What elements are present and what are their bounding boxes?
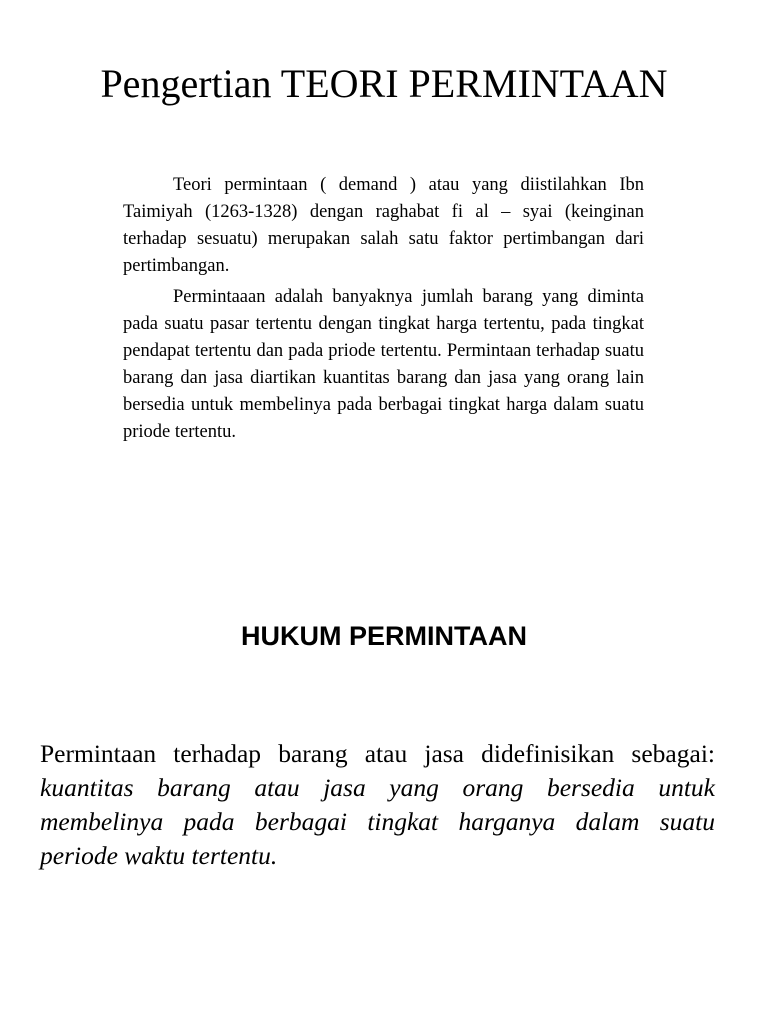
- section-heading-hukum-permintaan: HUKUM PERMINTAAN: [241, 621, 527, 651]
- definition-paragraph: [40, 737, 715, 873]
- definition-italic-text: kuantitas barang atau jasa yang orang bersedia untuk membelinya pada berbagai tingkat harganya dalam suatu periode waktu tertentu.: [40, 773, 715, 870]
- page-title: Pengertian TEORI PERMINTAAN: [100, 61, 668, 106]
- definition-lead-text: Permintaan terhadap barang atau jasa didefinisikan sebagai:: [40, 739, 715, 768]
- paragraph-permintaan-definition: Permintaaan adalah banyaknya jumlah barang yang diminta pada suatu pasar tertentu dengan tingkat harga tertentu, pada tingkat pendapat tertentu dan pada priode tertentu. Permintaan terhadap suatu barang dan jasa diartikan kuantitas barang dan jasa yang orang lain bersedia untuk membelinya pada berbagai tingkat harga dalam suatu priode tertentu.: [123, 287, 644, 442]
- paragraph-teori-permintaan: Teori permintaan ( demand ) atau yang diistilahkan Ibn Taimiyah (1263-1328) dengan raghabat fi al – syai (keinginan terhadap sesuatu) merupakan salah satu faktor pertimbangan dari pertimbangan.: [123, 175, 644, 276]
- intro-section: [123, 172, 644, 450]
